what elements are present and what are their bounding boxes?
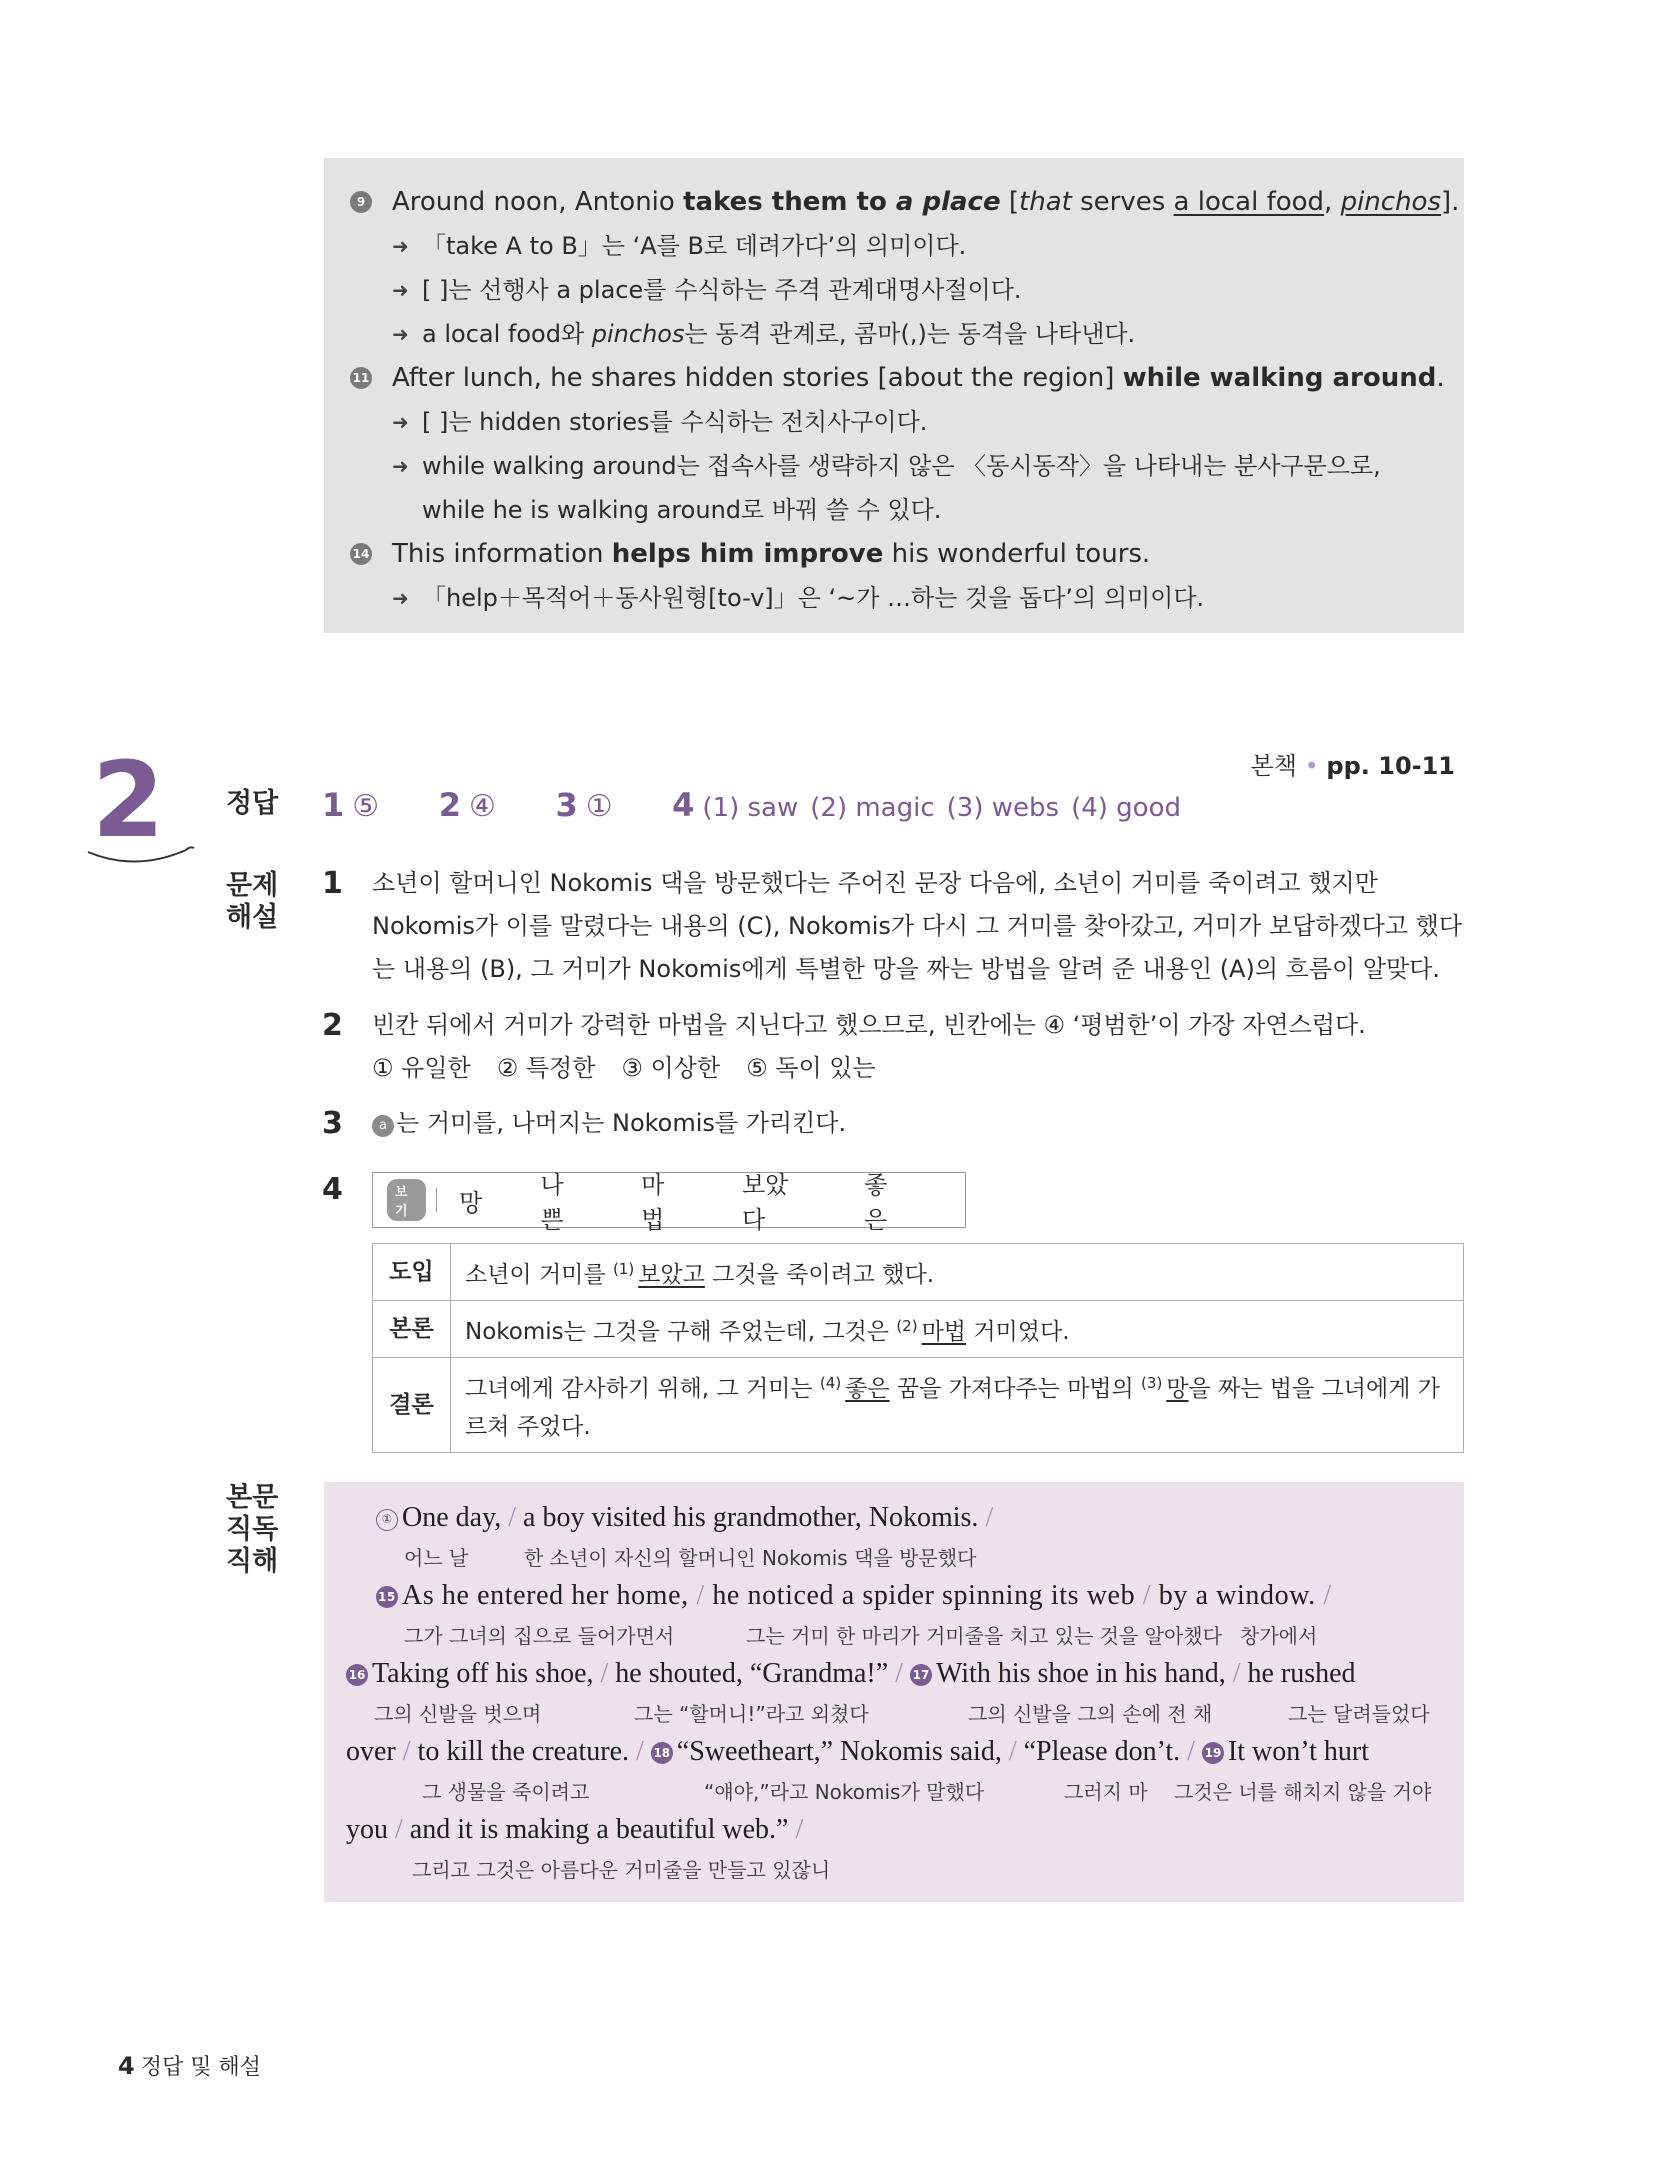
reading-line: 16 Taking off his shoe, / he shouted, “Grandma!” / 17 With his shoe in his hand, / he rushed xyxy=(346,1658,1356,1690)
row-content: 소년이 거미를 $^{(1)}$ 보았고 그것을 죽이려고 했다. xyxy=(451,1244,1464,1301)
sentence-14: 14 This information helps him improve his wonderful tours. xyxy=(350,532,1444,576)
reading-gloss: 그의 신발을 벗으며 xyxy=(374,1702,542,1726)
arrow-icon: ➜ xyxy=(392,234,409,258)
sentence-number: 18 xyxy=(651,1742,673,1764)
choice-translations: ① 유일한 ② 특정한 ③ 이상한 ⑤ 독이 있는 xyxy=(372,1054,876,1082)
reading-gloss: 어느 날 xyxy=(404,1546,469,1570)
grammar-note: ➜ [ ]는 선행사 a place를 수식하는 주격 관계대명사절이다. xyxy=(350,268,1444,312)
sentence-number: 19 xyxy=(1202,1742,1224,1764)
reading-gloss: 그는 거미 한 마리가 거미줄을 치고 있는 것을 알아챘다 xyxy=(746,1624,1222,1648)
grammar-note: ➜ [ ]는 hidden stories를 수식하는 전치사구이다. xyxy=(350,400,1444,444)
sentence-number: ① xyxy=(376,1509,398,1531)
grammar-note: ➜ 「help＋목적어＋동사원형[to-v]」은 ‘~가 …하는 것을 돕다’의 의미이다. xyxy=(350,576,1444,620)
answer-item-4: 4 (1) saw (2) magic (3) webs (4) good xyxy=(672,786,1181,824)
word-bank-item: 좋은 xyxy=(864,1171,888,1234)
question-number: 1 xyxy=(322,866,343,901)
page-reference: 본책 • pp. 10-11 xyxy=(1250,752,1455,780)
summary-table xyxy=(372,1243,1464,1453)
question-number: 4 xyxy=(322,1172,343,1207)
circled-a-marker: a xyxy=(372,1115,394,1137)
sentence-9: 9 Around noon, Antonio takes them to a place [that serves a local food, pinchos]. xyxy=(350,180,1444,224)
reading-gloss: 그의 신발을 그의 손에 전 채 xyxy=(968,1702,1213,1726)
reading-line: over / to kill the creature. / 18 “Sweetheart,” Nokomis said, / “Please don’t. / 19 It won’t hurt xyxy=(346,1736,1369,1767)
arrow-icon: ➜ xyxy=(392,410,409,434)
grammar-notes-box xyxy=(324,158,1464,633)
arrow-icon: ➜ xyxy=(392,278,409,302)
sentence-number: 15 xyxy=(376,1586,398,1608)
row-header: 결론 xyxy=(373,1358,451,1453)
answer-item: 3 ① xyxy=(555,786,613,824)
reading-gloss: 그것은 너를 해치지 않을 거야 xyxy=(1174,1780,1432,1804)
reading-gloss: 그는 달려들었다 xyxy=(1288,1702,1430,1726)
reading-line: ① One day, / a boy visited his grandmother, Nokomis. / xyxy=(376,1502,993,1534)
sentence-number: 9 xyxy=(350,191,372,213)
reading-gloss: 창가에서 xyxy=(1240,1624,1318,1648)
word-bank-item: 나쁜 xyxy=(540,1171,564,1234)
question-1-explanation: 소년이 할머니인 Nokomis 댁을 방문했다는 주어진 문장 다음에, 소년이 거미를 죽이려고 했지만 Nokomis가 이를 말렸다는 내용의 (C), Nokomis가 다시 그 거미를 찾아갔고, 거미가 보답하겠다고 했다는 내용의 (B), 그 거미가 Nokomis에게 특별한 망을 짜는 방법을 알려 준 내용인 (A)의 흐름이 알맞다. xyxy=(372,869,1463,983)
table-row xyxy=(373,1244,1464,1301)
reading-gloss: 그는 “할머니!”라고 외쳤다 xyxy=(634,1702,869,1726)
reading-gloss: “얘야,”라고 Nokomis가 말했다 xyxy=(704,1780,985,1804)
direct-reading-box xyxy=(324,1482,1464,1902)
grammar-note: ➜ a local food와 pinchos는 동격 관계로, 콤마(,)는 동격을 나타낸다. xyxy=(350,312,1444,356)
word-bank-item: 보았다 xyxy=(741,1171,789,1234)
bogi-badge: 보기 xyxy=(387,1179,426,1221)
page-footer: 4 정답 및 해설 xyxy=(118,2052,261,2080)
reading-line: you / and it is making a beautiful web.” / xyxy=(346,1814,804,1845)
page-number: 4 xyxy=(118,2052,135,2080)
reading-gloss: 그가 그녀의 집으로 들어가면서 xyxy=(404,1624,675,1648)
answer-item: 1 ⑤ xyxy=(322,786,380,824)
word-bank-item: 망 xyxy=(459,1188,483,1217)
table-row xyxy=(373,1301,1464,1358)
question-2-explanation: 빈칸 뒤에서 거미가 강력한 마법을 지닌다고 했으므로, 빈칸에는 ④ ‘평범한’이 가장 자연스럽다. ① 유일한 ② 특정한 ③ 이상한 ⑤ 독이 있는 xyxy=(372,1004,1464,1090)
reading-gloss: 그러지 마 xyxy=(1064,1780,1148,1804)
bullet-dot-icon: • xyxy=(1304,752,1319,780)
grammar-note: ➜ while walking around는 접속사를 생략하지 않은 〈동시동작〉을 나타내는 분사구문으로, while he is walking around로 바꿔 쓸 수 있다. xyxy=(350,444,1444,532)
answer-row xyxy=(322,786,1243,824)
row-content: Nokomis는 그것을 구해 주었는데, 그것은 $^{(2)}$ 마법 거미였다. xyxy=(451,1301,1464,1358)
row-content: 그녀에게 감사하기 위해, 그 거미는 $^{(4)}$ 좋은 꿈을 가져다주는 마법의 $^{(3)}$ 망을 짜는 법을 그녀에게 가르쳐 주었다. xyxy=(451,1358,1464,1453)
word-bank-item: 마법 xyxy=(641,1171,665,1234)
sentence-number: 16 xyxy=(346,1664,368,1686)
grammar-note: ➜ 「take A to B」는 ‘A를 B로 데려가다’의 의미이다. xyxy=(350,224,1444,268)
sentence-number: 11 xyxy=(350,367,372,389)
arrow-icon: ➜ xyxy=(392,322,409,346)
answer-item: 2 ④ xyxy=(438,786,496,824)
reading-gloss: 한 소년이 자신의 할머니인 Nokomis 댁을 방문했다 xyxy=(524,1546,977,1570)
explanation-label: 문제 해설 xyxy=(226,870,279,933)
sentence-number: 17 xyxy=(910,1664,932,1686)
answer-label: 정답 xyxy=(226,788,279,819)
reading-gloss: 그리고 그것은 아름다운 거미줄을 만들고 있잖니 xyxy=(412,1858,831,1882)
arrow-icon: ➜ xyxy=(392,454,409,478)
reading-gloss: 그 생물을 죽이려고 xyxy=(422,1780,590,1804)
row-header: 도입 xyxy=(373,1244,451,1301)
reading-line: 15 As he entered her home, / he noticed a spider spinning its web / by a window. / xyxy=(376,1580,1332,1612)
question-number: 2 xyxy=(322,1008,343,1043)
section-swoosh-decoration xyxy=(86,842,196,872)
sentence-number: 14 xyxy=(350,543,372,565)
question-3-explanation: a 는 거미를, 나머지는 Nokomis를 가리킨다. xyxy=(372,1102,1464,1145)
sentence-11: 11 After lunch, he shares hidden stories [about the region] while walking around. xyxy=(350,356,1444,400)
arrow-icon: ➜ xyxy=(392,586,409,610)
reading-label: 본문 직독 직해 xyxy=(226,1482,279,1577)
row-header: 본론 xyxy=(373,1301,451,1358)
divider xyxy=(436,1188,437,1212)
question-number: 3 xyxy=(322,1106,343,1141)
word-bank-box xyxy=(372,1171,966,1234)
section-number: 2 xyxy=(92,739,165,861)
table-row xyxy=(373,1358,1464,1453)
